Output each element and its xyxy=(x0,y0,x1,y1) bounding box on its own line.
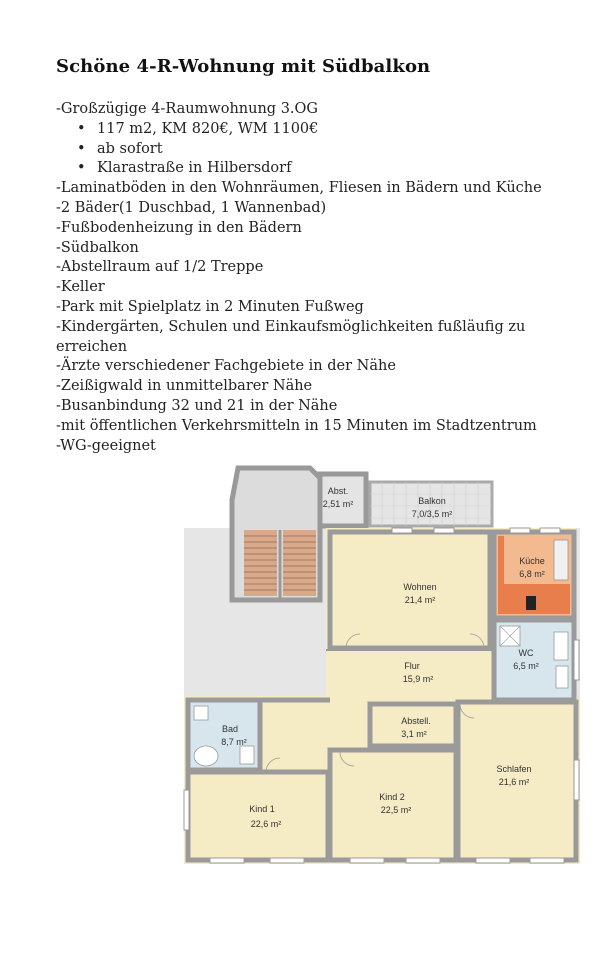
feature-line: -Großzügige 4-Raumwohnung 3.OG xyxy=(56,101,318,117)
area-wohnen: 21,4 m² xyxy=(404,595,436,605)
label-balkon: Balkon xyxy=(418,496,446,506)
area-balkon: 7,0/3,5 m² xyxy=(411,509,453,519)
bullet-dot-icon: • xyxy=(77,140,86,157)
bullet-dot-icon: • xyxy=(77,120,86,137)
area-abstell: 3,1 m² xyxy=(401,729,427,739)
feature-line: -Südbalkon xyxy=(56,239,139,256)
label-wohnen: Wohnen xyxy=(403,582,437,592)
label-kind1: Kind 1 xyxy=(249,804,275,814)
room-wc xyxy=(494,620,574,700)
label-abstell: Abstell. xyxy=(401,716,431,726)
area-schlafen: 21,6 m² xyxy=(498,777,530,787)
feature-line: -Ärzte verschiedener Fachgebiete in der Nähe xyxy=(56,358,396,375)
feature-line: -2 Bäder(1 Duschbad, 1 Wannenbad) xyxy=(56,199,327,216)
feature-line: -Zeißigwald in unmittelbarer Nähe xyxy=(56,378,313,395)
room-bad xyxy=(188,700,260,770)
label-flur: Flur xyxy=(404,661,420,671)
area-kind2: 22,5 m² xyxy=(380,805,412,815)
feature-line: -Abstellraum auf 1/2 Treppe xyxy=(56,259,264,276)
area-kueche: 6,8 m² xyxy=(519,569,545,579)
bullet-dot-icon: • xyxy=(77,160,86,177)
feature-bullet: • ab sofort xyxy=(56,140,576,160)
label-abst: Abst. xyxy=(327,486,349,496)
stairwell xyxy=(232,468,320,600)
feature-list xyxy=(56,100,576,456)
floor-plan xyxy=(170,460,585,870)
feature-line: -Kindergärten, Schulen und Einkaufsmöglichkeiten fußläufig zu erreichen xyxy=(56,318,526,355)
feature-line: -Keller xyxy=(56,279,105,296)
feature-bullet: • 117 m2, KM 820€, WM 1100€ xyxy=(56,120,576,140)
label-bad: Bad xyxy=(221,724,239,734)
room-kind1 xyxy=(188,772,328,860)
label-kueche: Küche xyxy=(519,556,545,566)
feature-line: -mit öffentlichen Verkehrsmitteln in 15 Minuten im Stadtzentrum xyxy=(56,417,537,434)
area-kind1: 22,6 m² xyxy=(250,819,282,829)
area-wc: 6,5 m² xyxy=(513,661,539,671)
feature-line: -Busanbindung 32 und 21 in der Nähe xyxy=(56,397,338,414)
feature-line: -Fußbodenheizung in den Bädern xyxy=(56,219,302,236)
feature-line: -Park mit Spielplatz in 2 Minuten Fußweg xyxy=(56,298,364,315)
feature-line: -WG-geeignet xyxy=(56,437,156,454)
area-flur: 15,9 m² xyxy=(402,674,434,684)
listing-title: Schöne 4-R-Wohnung mit Südbalkon xyxy=(56,56,431,77)
area-bad: 8,7 m² xyxy=(221,737,247,747)
label-kind2: Kind 2 xyxy=(379,792,405,802)
area-abst: 2,51 m² xyxy=(322,499,354,509)
label-schlafen: Schlafen xyxy=(496,764,532,774)
feature-line: -Laminatböden in den Wohnräumen, Fliesen in Bädern und Küche xyxy=(56,180,542,197)
label-wc: WC xyxy=(518,648,534,658)
feature-bullet: • Klarastraße in Hilbersdorf xyxy=(56,159,576,179)
